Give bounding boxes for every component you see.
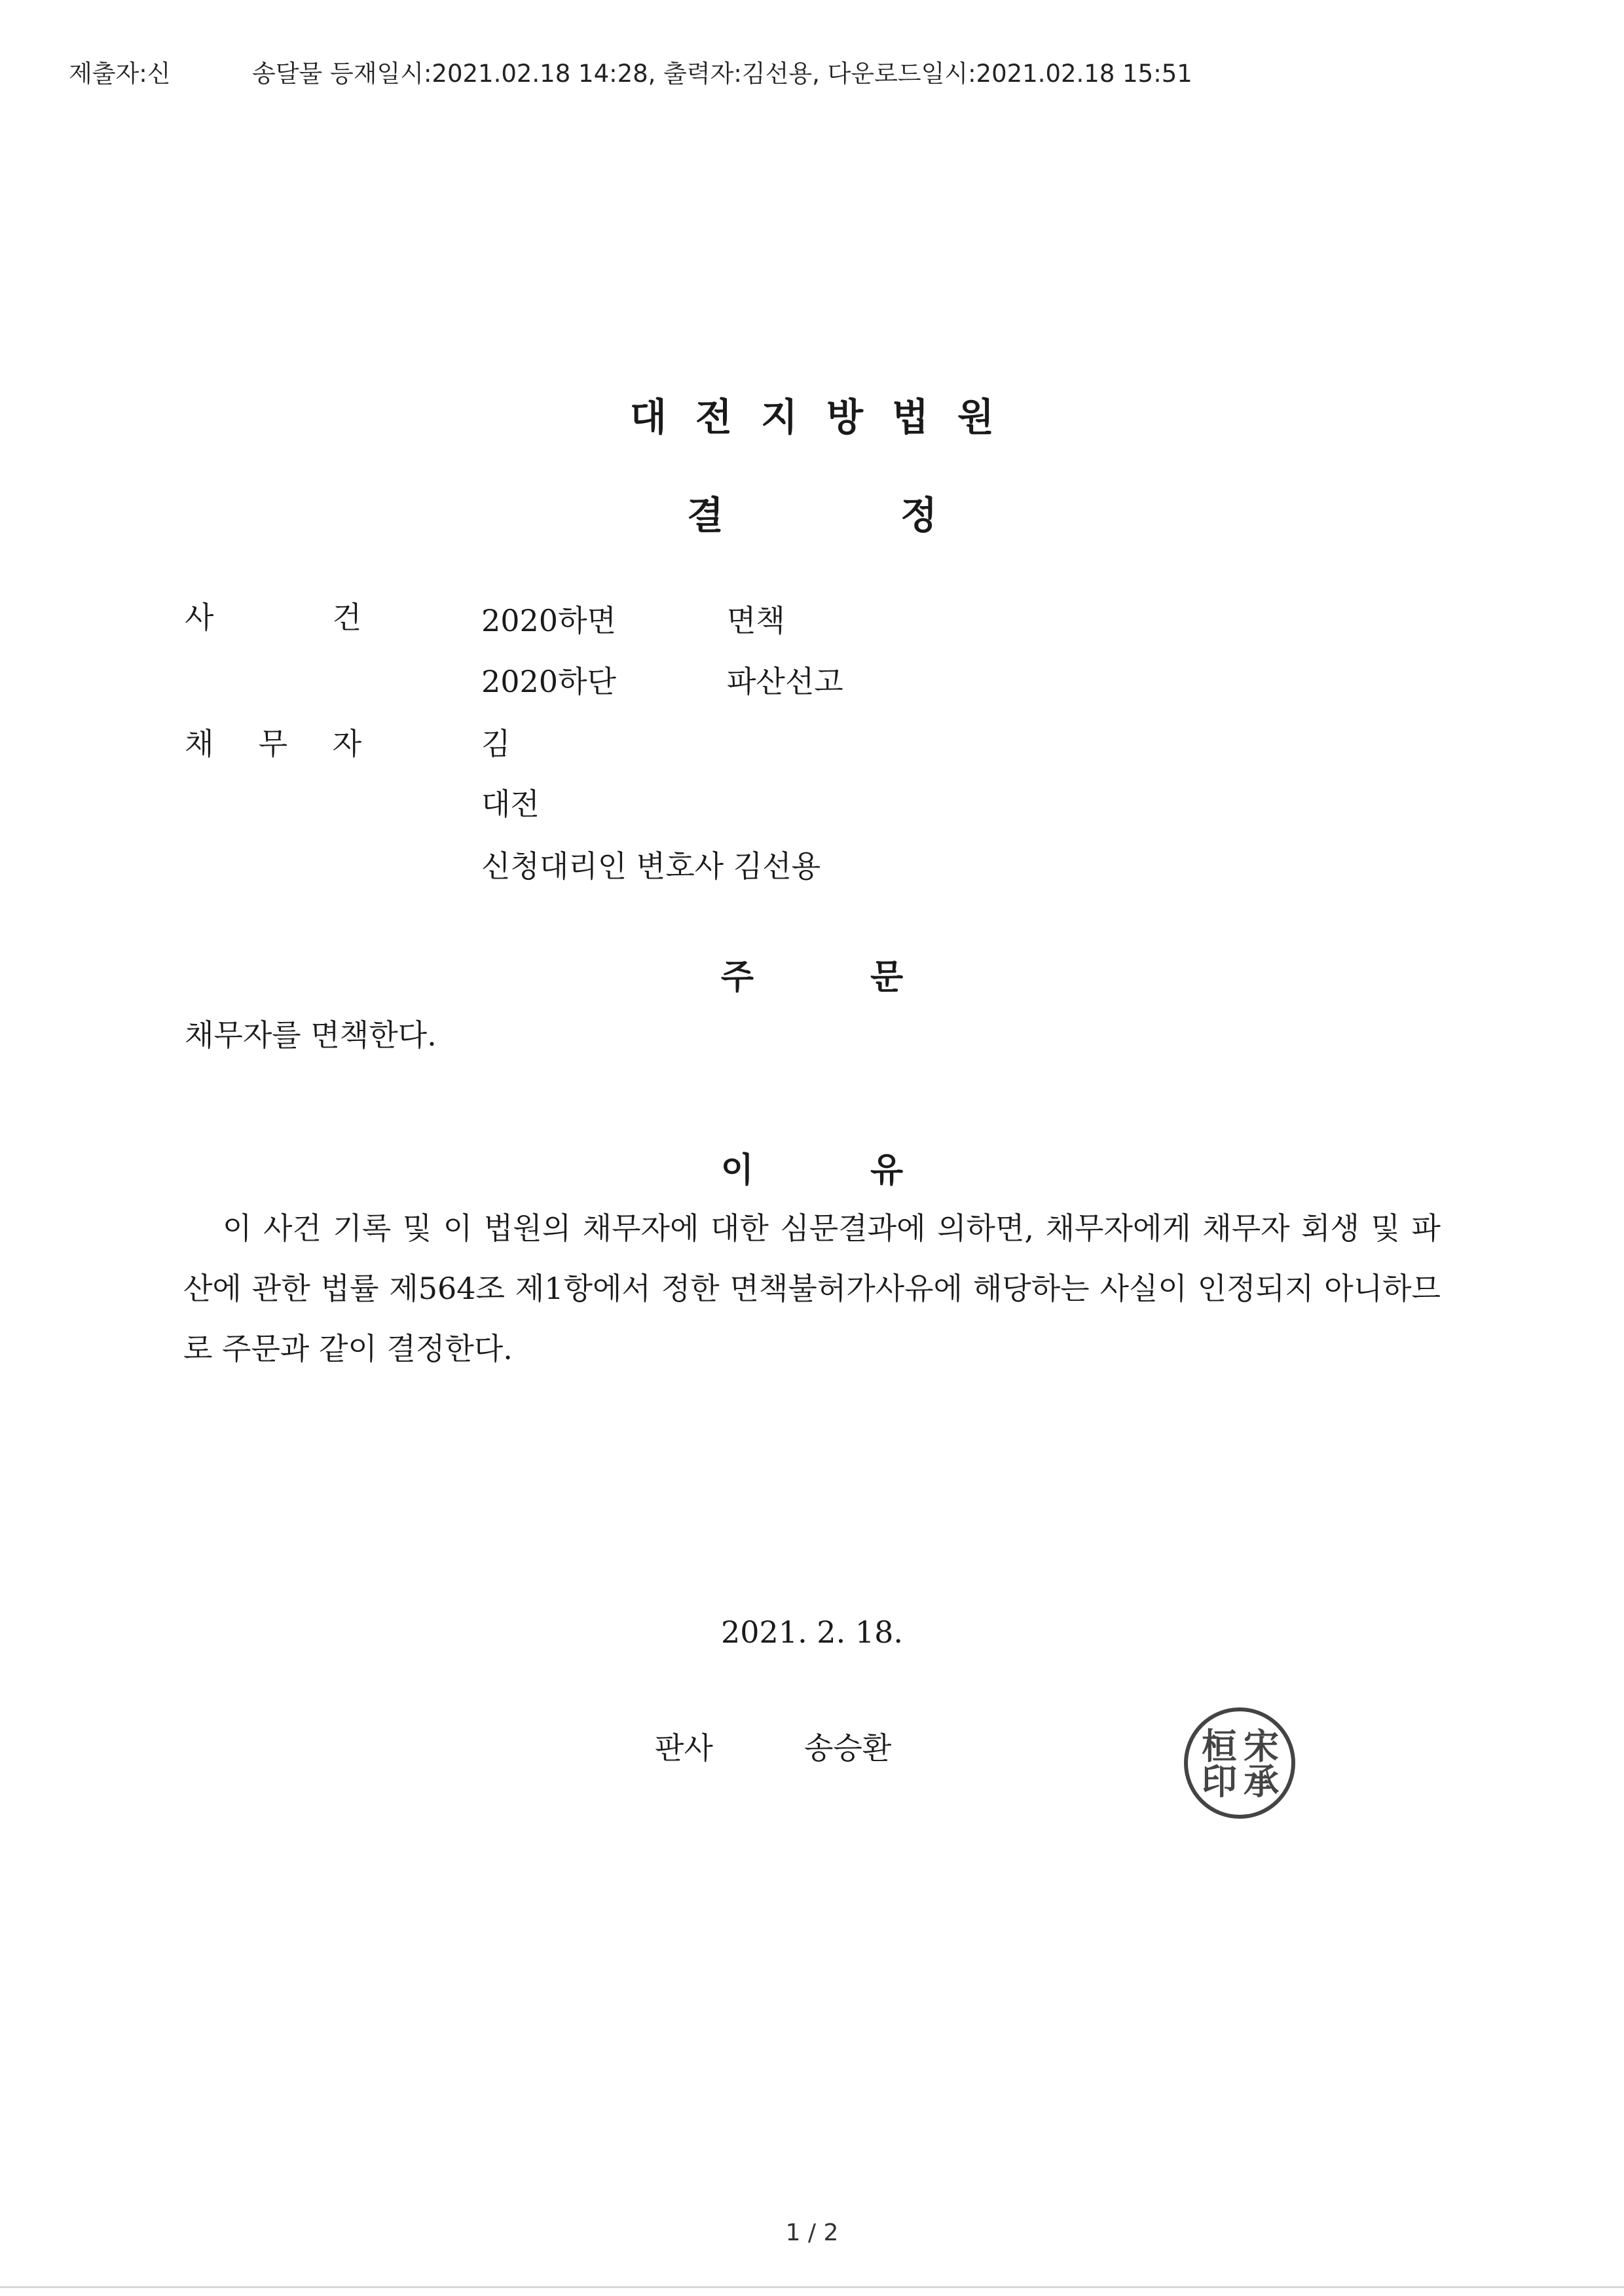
seal-char: 印 [1202, 1760, 1237, 1802]
submitter-label: 제출자:신 [69, 60, 171, 88]
label-char: 사 [185, 600, 214, 635]
label-char: 자 [332, 726, 361, 761]
seal-char: 桓 [1202, 1725, 1237, 1767]
label-char: 채 [185, 726, 214, 761]
case-name-1: 면책 [727, 603, 785, 638]
representative: 신청대리인 변호사 김선용 [481, 848, 821, 884]
page-number: 1 / 2 [785, 2219, 839, 2246]
judge-title: 판사 [655, 1730, 713, 1766]
label-char: 무 [258, 726, 288, 761]
case-number-1: 2020하면 [481, 603, 616, 638]
debtor-name: 김 [481, 726, 511, 761]
delivery-info: 송달물 등재일시:2021.02.18 14:28, 출력자:김선용, 다운로드일시:2021.02.18 15:51 [252, 60, 1192, 88]
reason-text: 이 사건 기록 및 이 법원의 채무자에 대한 심문결과에 의하면, 채무자에게 채무자 회생 및 파산에 관한 법률 제564조 제1항에서 정한 면책불허가사유에 해당하는 사실이 인정되지 아니하므로 주문과 같이 결정한다. [183, 1211, 1441, 1366]
case-label [185, 600, 361, 635]
reason-heading: 이 유 [720, 1151, 904, 1190]
seal-graphic [1188, 1711, 1291, 1815]
decision-date: 2021. 2. 18. [721, 1614, 903, 1650]
seal-char: 宋 [1244, 1725, 1279, 1767]
case-number-2: 2020하단 [481, 664, 616, 699]
judge-name: 송승환 [804, 1730, 892, 1766]
document-type: 결 정 [686, 493, 938, 538]
label-char: 건 [332, 600, 361, 635]
order-text: 채무자를 면책한다. [185, 1017, 437, 1053]
debtor-address: 대전 [481, 786, 540, 822]
judge-seal [1184, 1707, 1295, 1819]
debtor-label [185, 726, 361, 761]
order-heading: 주 문 [720, 958, 904, 997]
case-name-2: 파산선고 [727, 664, 843, 699]
court-name: 대전지방법원 [629, 395, 1024, 439]
seal-char: 承 [1244, 1760, 1279, 1802]
bottom-divider [0, 2286, 1624, 2288]
